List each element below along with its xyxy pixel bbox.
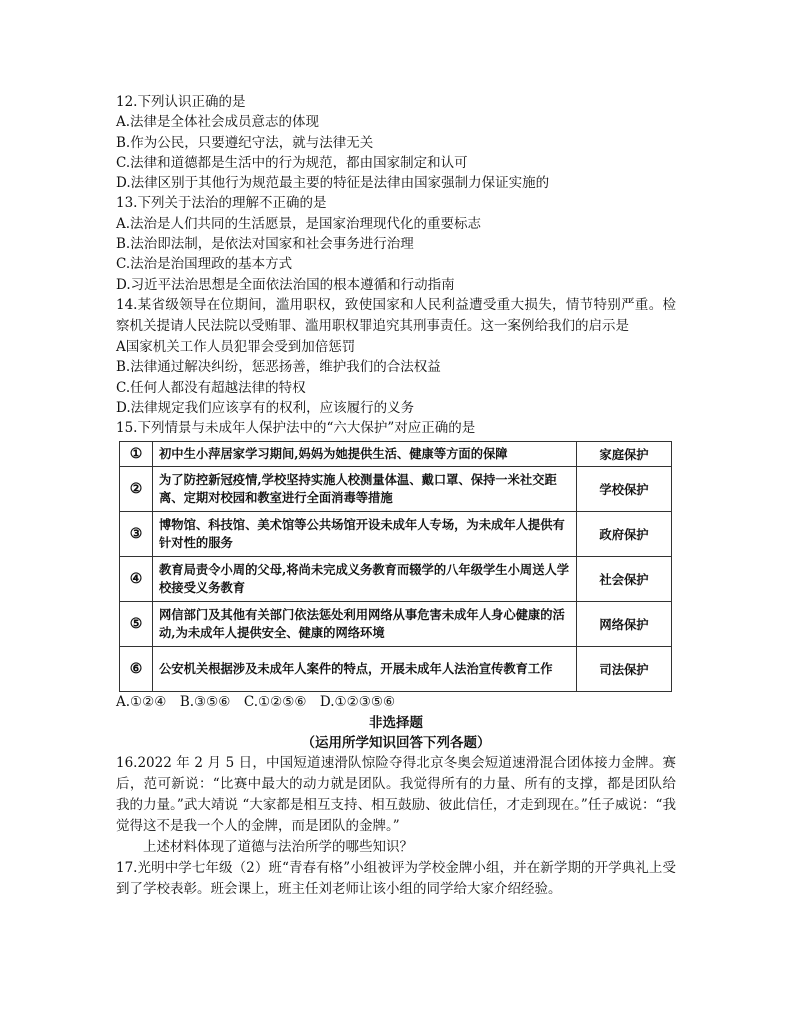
question-stem: 15.下列情景与未成年人保护法中的“六大保护”对应正确的是 (116, 420, 476, 437)
question-13 (116, 193, 676, 294)
table-row (120, 467, 672, 512)
row-number: ④ (120, 557, 153, 602)
row-description: 博物馆、科技馆、美术馆等公共场馆开设未成年人专场，为未成年人提供有针对性的服务 (153, 512, 577, 557)
table-row (120, 602, 672, 647)
option-c: C.法治是治国理政的基本方式 (116, 256, 293, 273)
protection-table (119, 441, 672, 692)
option-a: A.法治是人们共同的生活愿景，是国家治理现代化的重要标志 (116, 215, 482, 232)
row-number: ③ (120, 512, 153, 557)
row-category: 社会保护 (577, 557, 672, 602)
question-stem: 13.下列关于法治的理解不正确的是 (116, 195, 327, 212)
option-b: B.作为公民，只要遵纪守法，就与法律无关 (116, 134, 374, 151)
answer-options: A.①②④ B.③⑤⑥ C.①②⑤⑥ D.①②③⑤⑥ (116, 694, 396, 711)
row-description: 初中生小萍居家学习期间,妈妈为她提供生活、健康等方面的保障 (153, 442, 577, 467)
row-category: 司法保护 (577, 647, 672, 692)
table-row (120, 647, 672, 692)
row-category: 网络保护 (577, 602, 672, 647)
row-number: ⑥ (120, 647, 153, 692)
table-row (120, 442, 672, 467)
exam-page (116, 92, 676, 900)
row-description: 网信部门及其他有关部门依法惩处利用网络从事危害未成年人身心健康的活动,为未成年人提供安全、健康的网络环境 (153, 602, 577, 647)
option-d: D.法律规定我们应该享有的权利，应该履行的义务 (116, 399, 415, 416)
row-category: 政府保护 (577, 512, 672, 557)
section-title: 非选择题 (369, 714, 423, 731)
question-stem: 12.下列认识正确的是 (116, 94, 246, 110)
option-b: B.法律通过解决纠纷，惩恶扬善，维护我们的合法权益 (116, 359, 441, 376)
row-number: ⑤ (120, 602, 153, 647)
question-15 (116, 418, 676, 713)
row-number: ① (120, 442, 153, 467)
option-d: D.法律区别于其他行为规范最主要的特征是法律由国家强制力保证实施的 (116, 175, 550, 192)
question-stem: 14.某省级领导在位期间，滥用职权，致使国家和人民利益遭受重大损失，情节特别严重。检察机关提请人民法院以受贿罪、滥用职权罪追究其刑事责任。这一案例给我们的启示是 (116, 296, 676, 334)
row-description: 教育局责令小周的父母,将尚未完成义务教育而辍学的八年级学生小周送人学校接受义务教育 (153, 557, 577, 602)
row-category: 学校保护 (577, 467, 672, 512)
table-row (120, 557, 672, 602)
section-subtitle: （运用所学知识回答下列各题） (301, 735, 491, 752)
row-number: ② (120, 467, 153, 512)
question-12 (116, 92, 676, 193)
row-description: 公安机关根据涉及未成年人案件的特点，开展未成年人法治宣传教育工作 (153, 647, 577, 692)
option-a: A国家机关工作人员犯罪会受到加倍惩罚 (116, 338, 356, 355)
option-b: B.法治即法制，是依法对国家和社会事务进行治理 (116, 236, 414, 253)
question-material: 17.光明中学七年级（2）班“青春有格”小组被评为学校金牌小组，并在新学期的开学典礼上受到了学校表彰。班会课上，班主任刘老师让该小组的同学给大家介绍经验。 (116, 859, 676, 897)
row-description: 为了防控新冠疫情,学校坚持实施人校测量体温、戴口罩、保持一米社交距离、定期对校园和教室进行全面消毒等措施 (153, 467, 577, 512)
option-a: A.法律是全体社会成员意志的体现 (116, 114, 320, 131)
table-row (120, 512, 672, 557)
option-c: C.法律和道德都是生活中的行为规范，都由国家制定和认可 (116, 154, 468, 171)
question-prompt: 上述材料体现了道德与法治所学的哪些知识？ (143, 839, 413, 856)
question-16 (116, 753, 676, 857)
question-material: 16.2022 年 2 月 5 日，中国短道速滑队惊险夺得北京冬奥会短道速滑混合团体接力金牌。赛后，范可新说：“比赛中最大的动力就是团队。我觉得所有的力量、所有的支撑，都是团队给我的力量。”武大靖说 “大家都是相互支持、相互鼓励、彼此信任，才走到现在。”任子威说：“我觉得这不是我一个人的金牌，而是团队的金牌。” (116, 755, 676, 835)
row-category: 家庭保护 (577, 442, 672, 467)
option-c: C.任何人都没有超越法律的特权 (116, 379, 306, 396)
question-17 (116, 858, 676, 900)
option-d: D.习近平法治思想是全面依法治国的根本遵循和行动指南 (116, 276, 455, 293)
question-14 (116, 295, 676, 418)
